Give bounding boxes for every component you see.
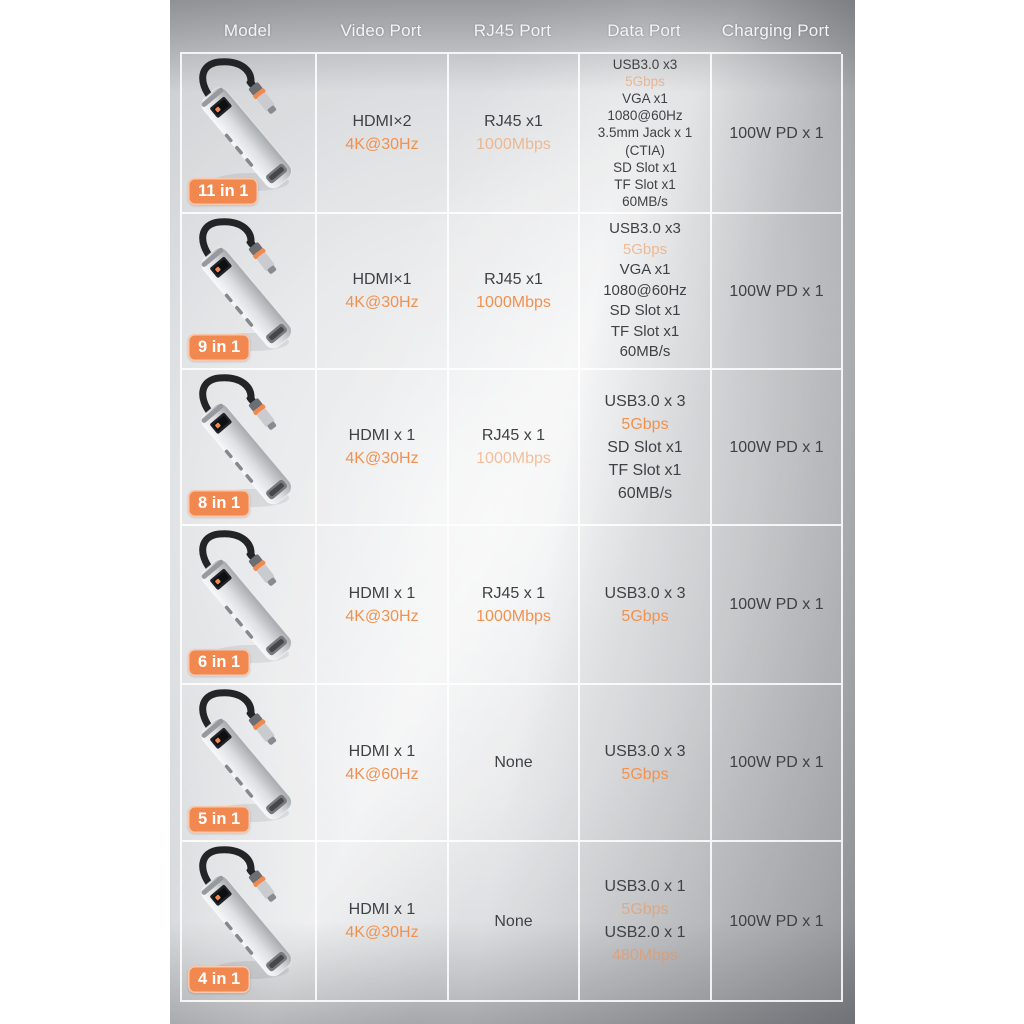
charging-spec-line: 100W PD x 1 — [729, 124, 824, 142]
rj45-spec-line: None — [494, 754, 533, 771]
model-badge: 4 in 1 — [188, 966, 250, 994]
data-spec-line: 5Gbps — [621, 415, 669, 433]
rj45-port-cell — [449, 370, 580, 526]
data-spec-line: 60MB/s — [619, 343, 671, 361]
video-port-cell — [317, 685, 449, 842]
data-spec-line: 5Gbps — [621, 765, 669, 783]
column-header-data-port: Data Port — [607, 21, 681, 40]
column-header-rj45-port: RJ45 Port — [473, 21, 552, 40]
video-port-cell — [317, 842, 449, 1002]
charging-spec-line: 100W PD x 1 — [729, 754, 824, 771]
data-spec-line: TF Slot x1 — [610, 322, 680, 340]
video-port-cell — [317, 526, 449, 685]
column-header-video-port: Video Port — [340, 21, 422, 40]
table-header-row — [180, 10, 841, 52]
charging-port-cell — [712, 214, 843, 370]
table-row — [182, 54, 841, 214]
rj45-port-cell — [449, 214, 580, 370]
rj45-spec-line: RJ45 x1 — [484, 113, 543, 130]
rj45-spec-line: None — [494, 912, 533, 930]
model-cell — [182, 370, 317, 526]
data-spec-line: VGA x1 — [619, 261, 671, 279]
rj45-spec-line: 1000Mbps — [476, 607, 551, 625]
column-header-model: Model — [223, 21, 272, 40]
data-spec-line: SD Slot x1 — [609, 302, 681, 320]
charging-port-cell — [712, 685, 843, 842]
data-port-cell — [580, 54, 712, 214]
rj45-port-cell — [449, 842, 580, 1002]
data-spec-line: USB3.0 x 3 — [604, 742, 686, 760]
data-spec-line: VGA x1 — [622, 90, 668, 106]
data-spec-line: USB3.0 x 1 — [604, 878, 686, 895]
video-spec-line: HDMI×1 — [352, 271, 412, 288]
data-spec-line: 60MB/s — [622, 194, 668, 210]
rj45-port-cell — [449, 526, 580, 685]
table-row — [182, 370, 841, 526]
comparison-infographic — [170, 0, 855, 1024]
model-cell — [182, 54, 317, 214]
model-cell — [182, 685, 317, 842]
data-spec-line: 5Gbps — [621, 901, 669, 918]
charging-port-cell — [712, 370, 843, 526]
model-badge: 6 in 1 — [188, 649, 250, 677]
data-spec-line: 5Gbps — [621, 607, 669, 625]
data-port-cell — [580, 842, 712, 1002]
data-spec-line: 5Gbps — [622, 240, 668, 258]
data-port-cell — [580, 685, 712, 842]
data-spec-line: (CTIA) — [625, 142, 665, 158]
video-port-cell — [317, 214, 449, 370]
video-spec-line: 4K@30Hz — [345, 136, 419, 153]
model-cell — [182, 842, 317, 1002]
rj45-port-cell — [449, 54, 580, 214]
data-port-cell — [580, 214, 712, 370]
rj45-spec-line: 1000Mbps — [476, 450, 551, 467]
table-body — [180, 52, 841, 1002]
model-badge: 8 in 1 — [188, 490, 250, 518]
video-spec-line: HDMI x 1 — [348, 427, 416, 444]
data-spec-line: SD Slot x1 — [613, 159, 677, 175]
video-spec-line: 4K@30Hz — [345, 294, 419, 311]
table-row — [182, 685, 841, 842]
data-spec-line: USB3.0 x 3 — [604, 392, 686, 410]
charging-port-cell — [712, 842, 843, 1002]
charging-port-cell — [712, 526, 843, 685]
model-badge: 9 in 1 — [188, 334, 250, 362]
video-spec-line: 4K@30Hz — [345, 450, 419, 467]
model-badge: 5 in 1 — [188, 806, 250, 834]
table-row — [182, 526, 841, 685]
model-badge: 11 in 1 — [188, 178, 258, 206]
data-port-cell — [580, 526, 712, 685]
rj45-spec-line: 1000Mbps — [476, 294, 551, 311]
video-spec-line: 4K@30Hz — [345, 924, 419, 941]
video-port-cell — [317, 54, 449, 214]
data-spec-line: 3.5mm Jack x 1 — [597, 125, 693, 141]
charging-spec-line: 100W PD x 1 — [729, 912, 824, 930]
rj45-spec-line: RJ45 x 1 — [481, 584, 546, 602]
data-spec-line: 60MB/s — [617, 484, 673, 502]
data-spec-line: SD Slot x1 — [607, 438, 683, 456]
table-row — [182, 842, 841, 1002]
charging-spec-line: 100W PD x 1 — [729, 282, 824, 300]
video-spec-line: HDMI x 1 — [348, 742, 416, 760]
data-spec-line: 480Mbps — [612, 947, 678, 964]
table-row — [182, 214, 841, 370]
video-spec-line: 4K@30Hz — [345, 607, 419, 625]
video-spec-line: 4K@60Hz — [345, 765, 419, 783]
charging-spec-line: 100W PD x 1 — [729, 438, 824, 456]
data-spec-line: USB3.0 x 3 — [604, 584, 686, 602]
model-cell — [182, 214, 317, 370]
data-spec-line: TF Slot x1 — [614, 177, 676, 192]
rj45-spec-line: RJ45 x 1 — [481, 427, 546, 444]
charging-port-cell — [712, 54, 843, 214]
rj45-spec-line: 1000Mbps — [476, 136, 551, 153]
comparison-table — [180, 10, 841, 1002]
data-spec-line: 1080@60Hz — [603, 281, 687, 299]
data-spec-line: USB3.0 x3 — [612, 56, 678, 72]
data-port-cell — [580, 370, 712, 526]
charging-spec-line: 100W PD x 1 — [729, 596, 824, 613]
data-spec-line: 1080@60Hz — [607, 108, 683, 124]
data-spec-line: USB3.0 x3 — [609, 220, 681, 238]
data-spec-line: 5Gbps — [625, 73, 665, 89]
data-spec-line: TF Slot x1 — [608, 461, 682, 479]
video-spec-line: HDMI x 1 — [348, 901, 416, 918]
rj45-spec-line: RJ45 x1 — [484, 271, 543, 288]
column-header-charging-port: Charging Port — [721, 21, 830, 40]
video-spec-line: HDMI x 1 — [348, 584, 416, 602]
rj45-port-cell — [449, 685, 580, 842]
model-cell — [182, 526, 317, 685]
data-spec-line: USB2.0 x 1 — [604, 924, 686, 941]
video-port-cell — [317, 370, 449, 526]
video-spec-line: HDMI×2 — [352, 113, 412, 130]
